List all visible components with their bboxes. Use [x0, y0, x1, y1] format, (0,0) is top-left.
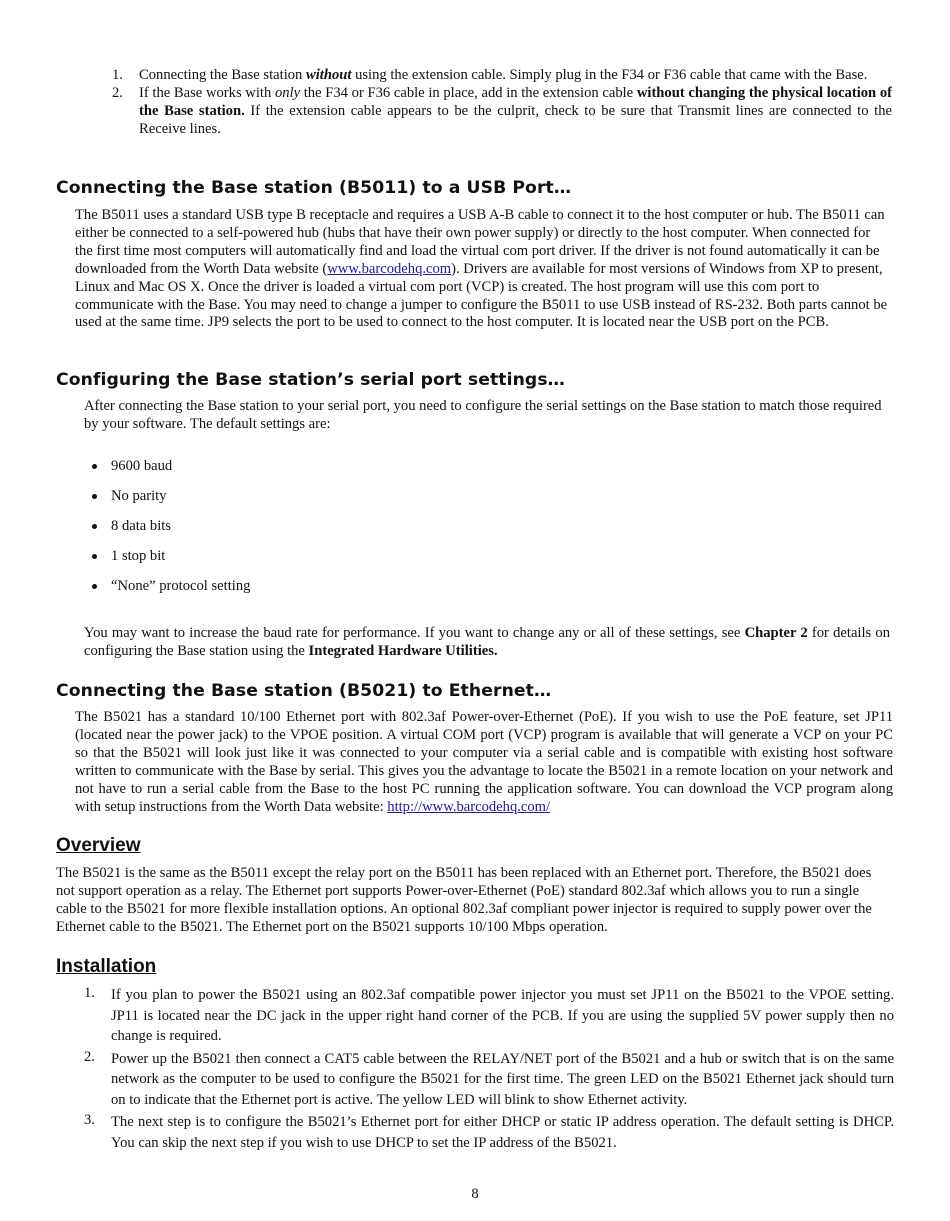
text-run: ). Drivers are available for most versions of Windows from XP to present, Linux and Mac OS X. Once the driver is loaded a virtual com port (VCP) is created. The host program will use this com port to communicate with the Base. You may need to change a jumper to configure the B5011 to use USB instead of RS-232. Both parts cannot be used at the same time. JP9 selects the port to be used to connect to the host computer. It is located near the USB port on the PCB.	[75, 260, 888, 331]
text-run: the F34 or F36 cable in place, add in the extension cable	[300, 84, 637, 101]
usb-paragraph	[75, 207, 891, 332]
text-run: The B5021 has a standard 10/100 Ethernet port with 802.3af Power-over-Ethernet (PoE). If you wish to use the PoE feature, set JP11 (located near the power jack) to the VPOE position. A virtual COM port (VCP) program is available that will generate a VCP on your PC so that the B5021 will look just like it was connected to your computer via a serial cable and is compatible with existing host software written to communicate with the Base by serial. This gives you the advantage to locate the B5021 in a remote location on your network and not have to run a serial cable from the Base to the host PC running the application software. You can download the VCP program along with setup instructions from the Worth Data website:	[75, 709, 893, 815]
bullet-text: 9600 baud	[111, 458, 173, 474]
installation-step-3	[84, 1112, 894, 1153]
emphasis-text: without	[306, 67, 352, 83]
serial-section-heading: Configuring the Base station’s serial port settings…	[56, 370, 565, 390]
top-list-item-2	[112, 85, 892, 139]
overview-heading: Overview	[56, 835, 141, 856]
text-run: using the extension cable. Simply plug in the F34 or F36 cable that came with the Base.	[351, 67, 868, 83]
installation-list	[84, 986, 894, 1153]
bullet-text: “None” protocol setting	[111, 578, 251, 594]
list-text	[139, 67, 892, 85]
step-number: 1.	[84, 985, 95, 1001]
emphasis-text: only	[274, 84, 301, 101]
bullet-dot	[92, 554, 97, 559]
usb-body	[75, 207, 891, 332]
installation-step-1	[84, 985, 894, 1047]
strong-text: without changing the physical location of the Base station.	[139, 84, 893, 119]
text-run: for details on configuring the Base station using the	[84, 625, 890, 659]
overview-body	[56, 865, 892, 937]
ethernet-paragraph	[75, 709, 893, 816]
overview-paragraph: The B5021 is the same as the B5011 except the relay port on the B5011 has been replaced with an Ethernet port. Therefore, the B5021 does not support operation as a relay. The Ethernet port supports Power-over-Ethernet (PoE) standard 802.3af which allows you to run a single cable to the B5021 for more flexible installation options. An optional 802.3af compliant power injector is required to supply power over the Ethernet cable to the B5021. The Ethernet port on the B5021 supports 10/100 Mbps operation.	[56, 865, 872, 935]
list-number: 1.	[112, 67, 123, 83]
step-text: The next step is to configure the B5021’s Ethernet port for either DHCP or static IP address operation. The default setting is DHCP. You can skip the next step if you wish to use DHCP to set the IP address of the B5021.	[111, 1114, 894, 1151]
top-numbered-list	[112, 67, 892, 139]
ethernet-body	[75, 709, 893, 816]
bullet-dot	[92, 494, 97, 499]
top-list-item-1	[112, 67, 892, 85]
step-text: Power up the B5021 then connect a CAT5 cable between the RELAY/NET port of the B5021 and a hub or switch that is on the same network as the computer to be used to configure the B5021 for the first time. The green LED on the B5021 Ethernet jack should turn on to indicate that the Ethernet port is active. The yellow LED will blink to show Ethernet activity.	[111, 1050, 894, 1108]
bullet-text: 8 data bits	[111, 518, 171, 534]
step-text: If you plan to power the B5021 using an 802.3af compatible power injector you must set JP11 on the B5021 to the VPOE setting. JP11 is located near the DC jack in the upper right hand corner of the PCB. If you are using the supplied 5V power supply then no change is required.	[111, 987, 894, 1044]
bullet-text: 1 stop bit	[111, 548, 166, 564]
text-run: Connecting the Base station	[139, 67, 306, 83]
serial-outro	[84, 625, 890, 661]
barcodehq-link[interactable]: www.barcodehq.com	[327, 260, 452, 277]
text-run: If the extension cable appears to be the culprit, check to be sure that Transmit lines are connected to the Receive lines.	[139, 102, 892, 137]
usb-section-heading: Connecting the Base station (B5011) to a USB Port…	[56, 178, 572, 198]
list-text	[139, 85, 892, 139]
strong-text: Chapter 2	[744, 625, 808, 641]
serial-intro-paragraph: After connecting the Base station to your serial port, you need to configure the serial settings on the Base station to match those required by your software. The default settings are:	[84, 398, 882, 432]
installation-heading: Installation	[56, 956, 157, 977]
bullet-dot	[92, 584, 97, 589]
text-run: The B5011 uses a standard USB type B receptacle and requires a USB A-B cable to connect it to the host computer or hub. The B5011 can either be connected to a self-powered hub (hubs that have their own power supply) or directly to the host computer. When connected for the first time most computers will automatically find and load the virtual com port driver. If the driver is not found automatically it can be downloaded from the Worth Data website (	[75, 207, 885, 277]
bullet-dot	[92, 524, 97, 529]
barcodehq-url-link[interactable]: http://www.barcodehq.com/	[387, 798, 551, 815]
bullet-text: No parity	[111, 488, 167, 504]
serial-intro	[84, 398, 890, 434]
text-run: You may want to increase the baud rate for performance. If you want to change any or all of these settings, see	[84, 625, 745, 641]
text-run: If the Base works with	[139, 84, 275, 101]
serial-outro-paragraph	[84, 625, 890, 661]
installation-step-2	[84, 1049, 894, 1111]
page-number: 8	[471, 1186, 479, 1202]
bullet-dot	[92, 464, 97, 469]
strong-text: Integrated Hardware Utilities.	[308, 642, 498, 659]
ethernet-section-heading: Connecting the Base station (B5021) to Ethernet…	[56, 681, 552, 701]
step-number: 3.	[84, 1112, 95, 1128]
list-number: 2.	[112, 84, 123, 101]
step-number: 2.	[84, 1048, 95, 1065]
